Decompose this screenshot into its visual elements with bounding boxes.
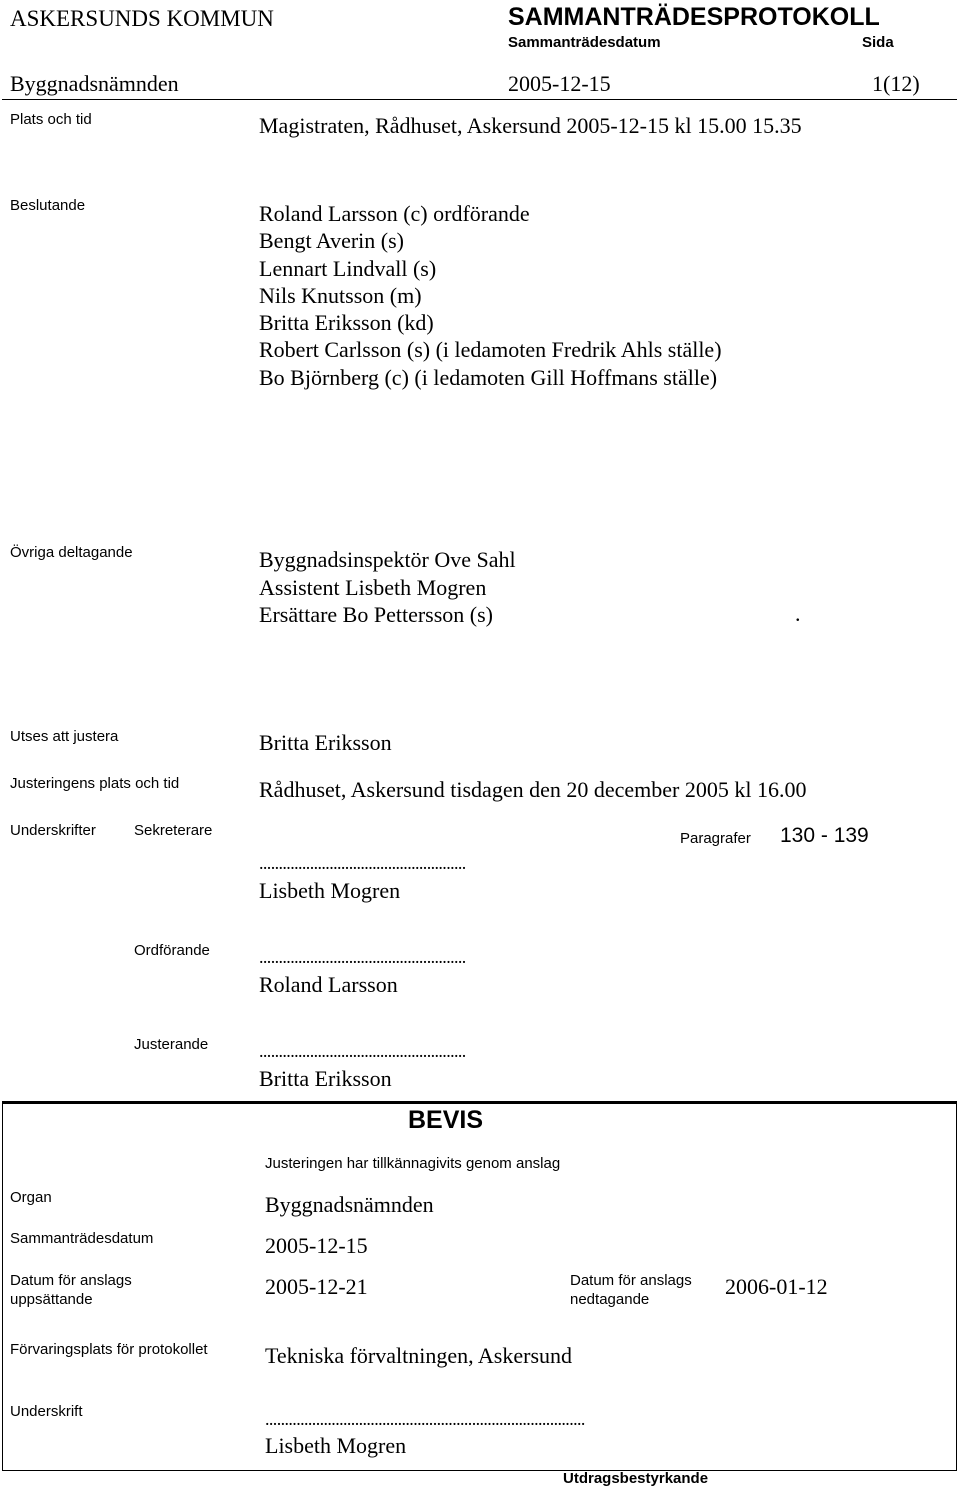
bevis-date-value: 2005-12-15 bbox=[265, 1233, 368, 1258]
signature-label: Underskrift bbox=[10, 1403, 83, 1420]
adjustment-place-label: Justeringens plats och tid bbox=[10, 775, 180, 792]
participant-item: Byggnadsinspektör Ove Sahl bbox=[259, 547, 516, 572]
storage-label: Förvaringsplats för protokollet bbox=[10, 1341, 208, 1358]
committee-name: Byggnadsnämnden bbox=[10, 71, 179, 96]
decider-item: Britta Eriksson (kd) bbox=[259, 310, 434, 336]
date-column-label: Sammanträdesdatum bbox=[508, 34, 661, 51]
decider-item: Bengt Averin (s) bbox=[259, 228, 405, 254]
document-type: SAMMANTRÄDESPROTOKOLL bbox=[508, 3, 880, 31]
participant-item: Ersättare Bo Pettersson (s) bbox=[259, 602, 493, 627]
signature-line: ..................................................... bbox=[259, 853, 466, 873]
signature-name: Lisbeth Mogren bbox=[265, 1433, 407, 1458]
adjuster-signature-name: Britta Eriksson bbox=[259, 1066, 392, 1091]
paragraphs-label: Paragrafer bbox=[680, 830, 751, 847]
decider-item: Lennart Lindvall (s) bbox=[259, 255, 437, 281]
decider-item: Roland Larsson (c) ordförande bbox=[259, 201, 530, 226]
removed-date-label bbox=[570, 1271, 692, 1309]
participant-item: Assistent Lisbeth Mogren bbox=[259, 574, 487, 600]
chairman-name: Roland Larsson bbox=[259, 972, 398, 997]
bevis-right-border bbox=[956, 1101, 957, 1471]
deciders-label: Beslutande bbox=[10, 197, 86, 214]
secretary-name: Lisbeth Mogren bbox=[259, 878, 401, 903]
removed-date-value: 2006-01-12 bbox=[725, 1274, 828, 1299]
place-value: Magistraten, Rådhuset, Askersund 2005-12-15 kl 15.00 15.35 bbox=[259, 113, 802, 138]
organ-label: Organ bbox=[10, 1189, 52, 1206]
decider-item: Nils Knutsson (m) bbox=[259, 282, 422, 308]
adjuster-label: Utses att justera bbox=[10, 728, 119, 745]
adjuster-value: Britta Eriksson bbox=[259, 730, 392, 755]
organ-value: Byggnadsnämnden bbox=[265, 1192, 434, 1217]
meeting-date: 2005-12-15 bbox=[508, 71, 611, 96]
storage-value: Tekniska förvaltningen, Askersund bbox=[265, 1343, 573, 1368]
removed-date-label-line: nedtagande bbox=[570, 1291, 650, 1308]
decider-item: Bo Björnberg (c) (i ledamoten Gill Hoffmans ställe) bbox=[259, 364, 718, 390]
posted-date-label bbox=[10, 1271, 132, 1309]
adjuster-role: Justerande bbox=[134, 1036, 209, 1053]
other-participants-list bbox=[259, 546, 516, 629]
decider-item: Robert Carlsson (s) (i ledamoten Fredrik Ahls ställe) bbox=[259, 337, 722, 363]
place-label: Plats och tid bbox=[10, 111, 92, 128]
signatures-label: Underskrifter bbox=[10, 822, 96, 839]
signature-line: .................................................................................. bbox=[265, 1409, 585, 1429]
chairman-role: Ordförande bbox=[134, 942, 210, 959]
header-divider bbox=[2, 99, 957, 100]
secretary-role: Sekreterare bbox=[134, 822, 213, 839]
bevis-top-border bbox=[2, 1101, 957, 1104]
other-participants-label: Övriga deltagande bbox=[10, 544, 133, 561]
posted-date-label-line: Datum för anslags bbox=[10, 1272, 132, 1289]
adjustment-place-value: Rådhuset, Askersund tisdagen den 20 december 2005 kl 16.00 bbox=[259, 777, 807, 802]
signature-line: ..................................................... bbox=[259, 1041, 466, 1061]
signature-line: ..................................................... bbox=[259, 947, 466, 967]
bevis-left-border bbox=[2, 1101, 3, 1471]
paragraphs-value: 130 - 139 bbox=[780, 824, 869, 847]
page-column-label: Sida bbox=[862, 34, 894, 51]
posted-date-value: 2005-12-21 bbox=[265, 1274, 368, 1299]
deciders-list bbox=[259, 200, 722, 391]
bevis-title: BEVIS bbox=[408, 1106, 484, 1134]
posted-date-label-line: uppsättande bbox=[10, 1291, 93, 1308]
bevis-date-label: Sammanträdesdatum bbox=[10, 1230, 154, 1247]
stray-dot: . bbox=[795, 601, 801, 626]
bevis-bottom-border bbox=[2, 1470, 957, 1471]
removed-date-label-line: Datum för anslags bbox=[570, 1272, 692, 1289]
certification-label: Utdragsbestyrkande bbox=[563, 1470, 709, 1487]
bevis-notice: Justeringen har tillkännagivits genom anslag bbox=[265, 1155, 561, 1172]
municipality-name: ASKERSUNDS KOMMUN bbox=[10, 6, 274, 31]
page-number: 1(12) bbox=[872, 71, 920, 96]
